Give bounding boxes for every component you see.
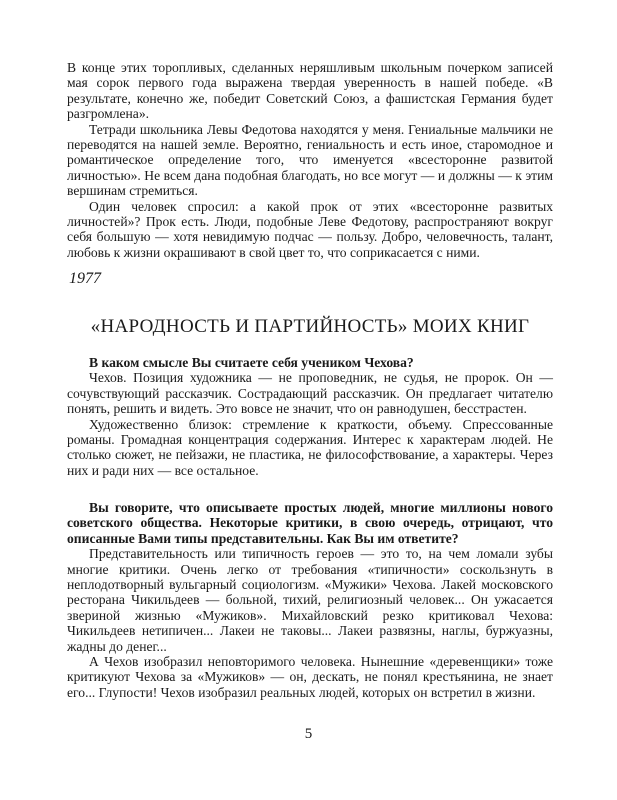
chapter-heading: «НАРОДНОСТЬ И ПАРТИЙНОСТЬ» МОИХ КНИГ <box>90 316 530 337</box>
paragraph: Тетради школьника Левы Федотова находятся у меня. Гениальные мальчики не переводятся на нашей земле. Вероятно, гениальность и есть иное, старомодное и романтическое определение того, что именуется «всесторонне развитой личностью». Не всем дана подобная благодать, но все могут — и должны — к этим вершинам стремиться. <box>67 121 553 199</box>
interview-question: Вы говорите, что описываете простых людей, многие миллионы нового советского общества. Некоторые критики, в свою очередь, отрицают, что описанные Вами типы представительны. Как Вы им ответите? <box>67 500 553 546</box>
year-date: 1977 <box>69 270 101 287</box>
page-number: 5 <box>304 726 313 742</box>
paragraph: Один человек спросил: а какой прок от этих «всесторонне развитых личностей»? Прок есть. Люди, подобные Леве Федотову, распространяют вокруг себя большую — хотя невидимую подчас — пользу. Добро, человечность, талант, любовь к жизни окрашивают в свой цвет то, что соприкасается с ними. <box>67 198 553 260</box>
interview-question: В каком смысле Вы считаете себя учеником Чехова? <box>89 355 414 370</box>
paragraph: Чехов. Позиция художника — не проповедник, не судья, не пророк. Он — сочувствующий рассказчик. Сострадающий рассказчик. Он предлагает читателю понять, решить и видеть. Это вовсе не значит, что он равнодушен, бесстрастен. <box>67 370 553 417</box>
paragraph: Представительность или типичность героев — это то, на чем ломали зубы многие критики. Очень легко от требования «типичности» соскользнуть в неплодотворный вульгарный социологизм. «Мужики» Чехова. Лакей московского ресторана Чикильдеев — больной, тихий, религиозный человек... Он ужасается звериной жизнью «Мужиков». Михайловский резко критиковал Чехова: Чикильдеев нетипичен... Лакеи не таковы... Лакеи развязны, наглы, буржуазны, жадны до денег... <box>67 546 553 654</box>
paragraph: А Чехов изобразил неповторимого человека. Нынешние «деревенщики» тоже критикуют Чехова за «Мужиков» — он, дескать, не понял крестьянина, не знает его... Глупости! Чехов изобразил реальных людей, которых он встретил в жизни. <box>67 654 553 700</box>
section-1 <box>67 355 553 478</box>
paragraph: В конце этих торопливых, сделанных неряшливым школьным почерком записей мая сорок первого года выражена твердая уверенность в нашей победе. «В результате, конечно же, победит Советский Союз, а фашистская Германия будет разгромлена». <box>67 60 553 122</box>
paragraph: Художественно близок: стремление к краткости, объему. Спрессованные романы. Громадная концентрация содержания. Интерес к характерам людей. Не столько сюжет, не пейзажи, не пластика, не философствование, а характеры. Через них и ради них — все остальное. <box>67 416 553 478</box>
top-text-block <box>67 60 553 260</box>
section-2 <box>67 500 553 700</box>
